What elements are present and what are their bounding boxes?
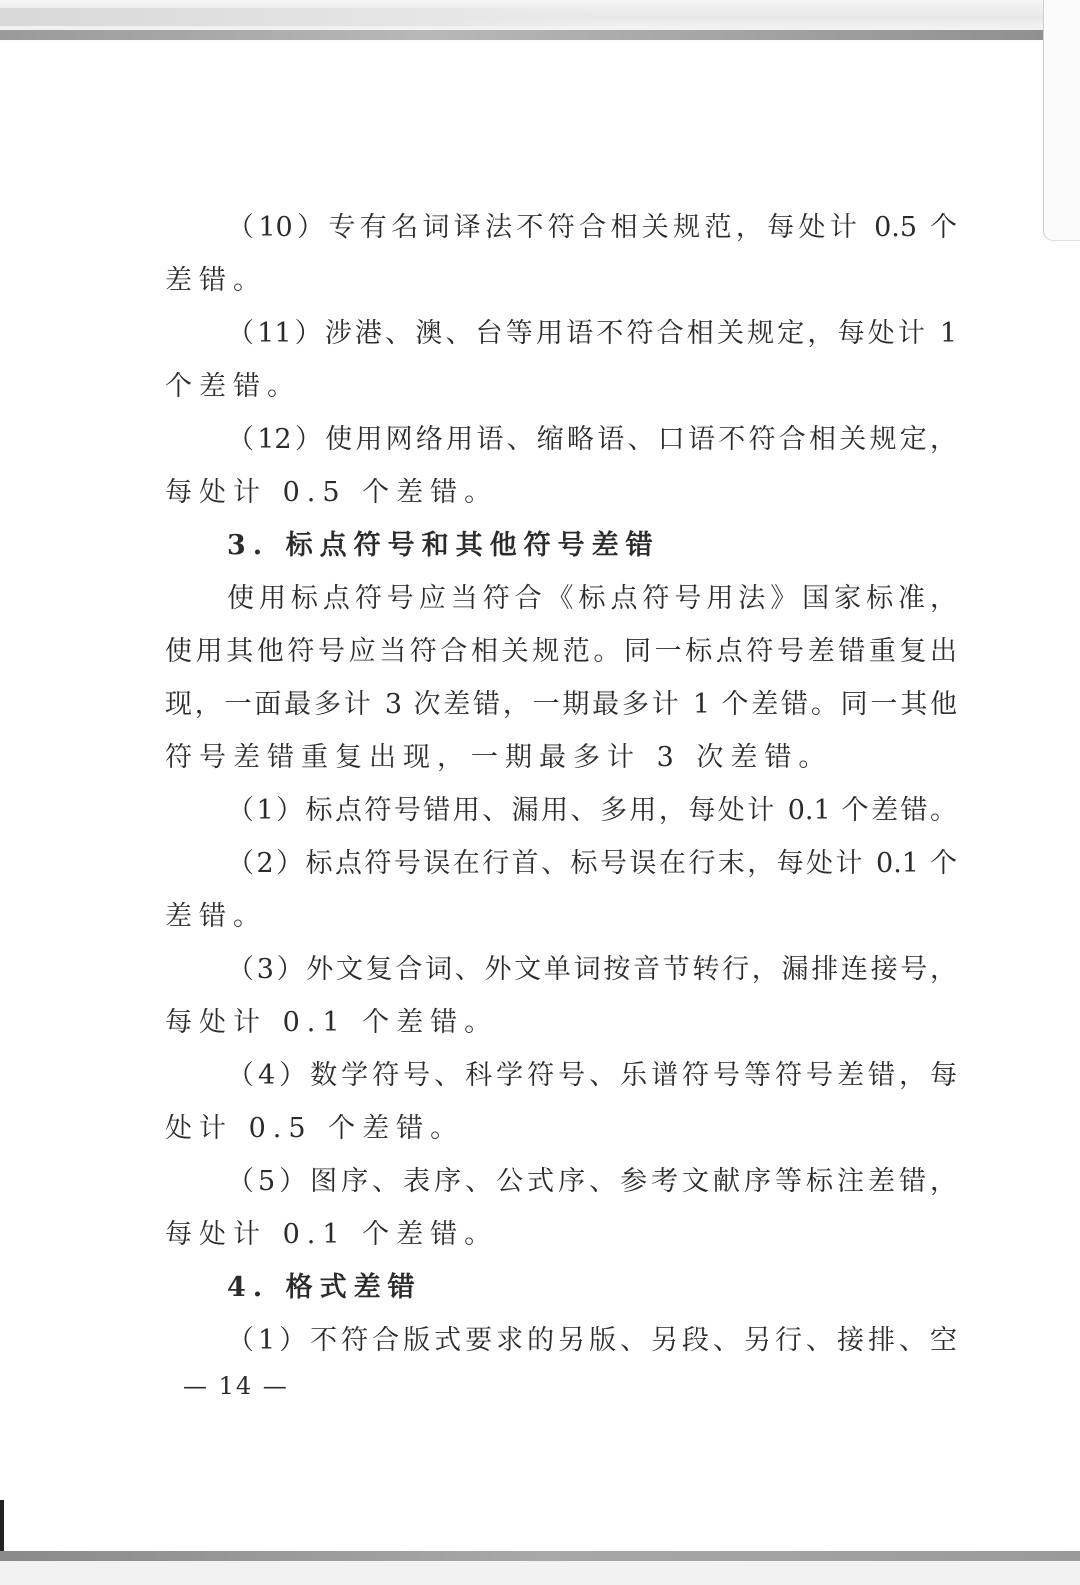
scan-top-shadow [0, 8, 620, 26]
text-line: 差错。 [165, 265, 267, 296]
text-line: （1）不符合版式要求的另版、另段、另行、接排、空 [227, 1325, 957, 1356]
text-line: （4）数学符号、科学符号、乐谱符号等符号差错，每 [227, 1060, 957, 1091]
text-line: （2）标点符号误在行首、标号误在行末，每处计 0.1 个 [227, 848, 957, 879]
text-line: 差错。 [165, 901, 267, 932]
scan-bottom-margin [0, 1561, 1080, 1585]
text-line: 使用标点符号应当符合《标点符号用法》国家标准， [227, 583, 957, 614]
scan-right-page-edge [1043, 0, 1080, 241]
scan-bottom-border [0, 1551, 1080, 1561]
text-line: （11）涉港、澳、台等用语不符合相关规定，每处计 1 [227, 318, 957, 349]
text-line: 处计 0.5 个差错。 [165, 1113, 465, 1144]
section-heading: 4. 格式差错 [227, 1272, 422, 1303]
text-line: （5）图序、表序、公式序、参考文献序等标注差错， [227, 1166, 957, 1197]
text-line: 个差错。 [165, 371, 301, 402]
text-line: 每处计 0.1 个差错。 [165, 1219, 499, 1250]
text-line: 使用其他符号应当符合相关规范。同一标点符号差错重复出 [165, 636, 957, 667]
text-line: 每处计 0.5 个差错。 [165, 477, 499, 508]
text-line: 每处计 0.1 个差错。 [165, 1007, 499, 1038]
scan-top-border [0, 30, 1060, 40]
text-line: （12）使用网络用语、缩略语、口语不符合相关规定， [227, 424, 957, 455]
text-line: 现，一面最多计 3 次差错，一期最多计 1 个差错。同一其他 [165, 689, 957, 720]
text-line: 符号差错重复出现，一期最多计 3 次差错。 [165, 742, 833, 773]
page-number: — 14 — [183, 1372, 289, 1400]
text-line: （3）外文复合词、外文单词按音节转行，漏排连接号， [227, 954, 957, 985]
text-line: （1）标点符号错用、漏用、多用，每处计 0.1 个差错。 [227, 795, 957, 826]
text-line: （10）专有名词译法不符合相关规范，每处计 0.5 个 [227, 212, 957, 243]
section-heading: 3. 标点符号和其他符号差错 [227, 530, 660, 561]
